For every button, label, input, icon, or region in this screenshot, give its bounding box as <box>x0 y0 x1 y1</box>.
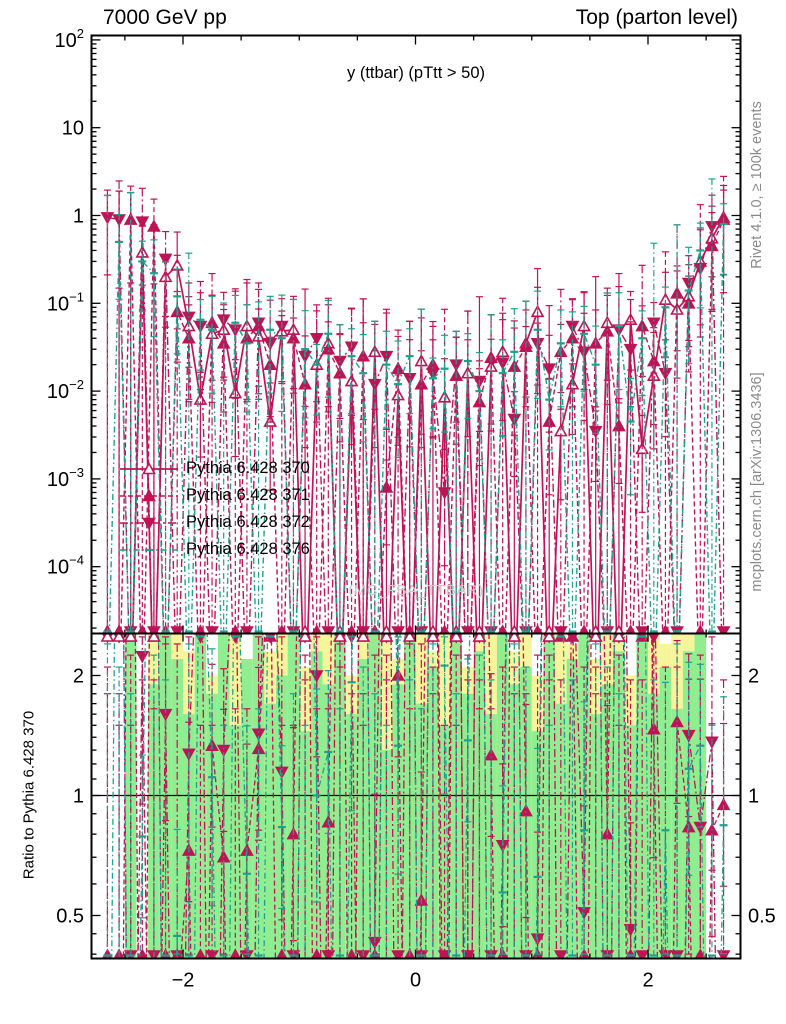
ratio-y-tick-label: 1 <box>72 785 84 808</box>
main-y-tick-label: $10^2$ <box>54 25 84 52</box>
main-y-tick-label: $10^{-1}$ <box>46 289 84 316</box>
legend-label-pythia-370: Pythia 6.428 370 <box>186 459 310 477</box>
x-tick-label: −2 <box>171 969 195 992</box>
ratio-y-tick-label: 1 <box>748 785 760 808</box>
legend-label-pythia-376: Pythia 6.428 376 <box>186 540 310 558</box>
rivet-version-note: Rivet 4.1.0, ≥ 100k events <box>749 101 765 269</box>
main-y-tick-label: 10 <box>61 117 84 140</box>
ratio-y-tick-label: 0.5 <box>748 905 776 928</box>
observable-title: y (ttbar) (pTtt > 50) <box>347 64 485 82</box>
mcplots-arxiv-note: mcplots.cern.ch [arXiv:1306.3436] <box>749 372 765 592</box>
ratio-y-tick-label: 2 <box>748 665 760 688</box>
analysis-code-watermark: (MC_FBA_TTBAR) <box>348 582 484 599</box>
x-tick-label: 2 <box>642 969 654 992</box>
main-y-tick-label: $10^{-2}$ <box>46 377 84 404</box>
main-y-tick-label: $10^{-3}$ <box>46 464 84 491</box>
legend-label-pythia-371: Pythia 6.428 371 <box>186 486 310 504</box>
main-y-tick-label: 1 <box>72 205 84 228</box>
beam-energy-title: 7000 GeV pp <box>103 6 227 29</box>
analysis-title: Top (parton level) <box>575 6 738 29</box>
ratio-y-tick-label: 2 <box>72 665 84 688</box>
x-tick-label: 0 <box>409 969 422 992</box>
ratio-y-tick-label: 0.5 <box>56 905 84 928</box>
main-y-tick-label: $10^{-4}$ <box>46 552 84 579</box>
ratio-axis-label: Ratio to Pythia 6.428 370 <box>20 710 38 880</box>
legend-label-pythia-372: Pythia 6.428 372 <box>186 513 310 531</box>
